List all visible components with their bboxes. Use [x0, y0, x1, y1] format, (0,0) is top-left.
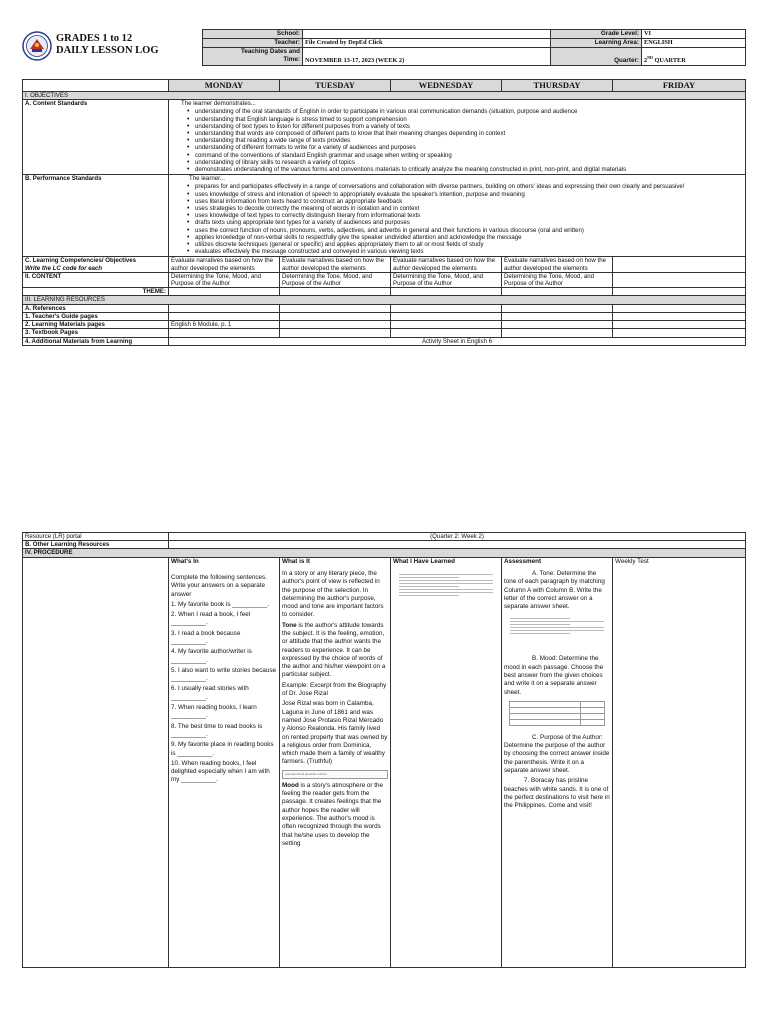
theme-row — [23, 288, 746, 296]
friday-heading: Weekly Test — [615, 557, 649, 565]
assessment-item-7: 7. Boracay has pristine beaches with white sands. It is one of the perfect destinations to visit here in the Philippines. Come and visit! — [504, 777, 610, 810]
performance-standards-body — [169, 175, 746, 257]
tuesday-tone: Tone is the author's attitude towards the subject. It is the feeling, emotion, or attitude that the author wants the readers to experience. It can be expressed by the choice of words of the author and his/her viewpoint on a particular subject. — [282, 621, 386, 679]
school-label: School: — [203, 30, 303, 39]
quarter-label: Quarter: — [551, 48, 642, 66]
competency-tuesday: Evaluate narratives based on how the author developed the elements — [280, 257, 391, 272]
competency-monday: Evaluate narratives based on how the author developed the elements — [169, 257, 280, 272]
competency-thursday: Evaluate narratives based on how the author developed the elements — [502, 257, 613, 272]
procedure-row — [23, 557, 746, 967]
grade-label: Grade Level: — [551, 30, 642, 39]
assessment-b: B. Mood: Determine the mood in each passage. Choose the best answer from the given choices and write it on a separate answer sheet. — [504, 655, 604, 696]
grade-value: VI — [642, 30, 746, 39]
quarter-value: 2ND QUARTER — [642, 48, 746, 66]
document-title — [56, 33, 159, 57]
list-item: 5. I also want to write stories because __________. — [171, 666, 276, 683]
tuesday-heading: What is It — [282, 557, 310, 565]
area-label: Learning Area: — [551, 39, 642, 48]
other-resources-row: B. Other Learning Resources — [23, 541, 746, 549]
day-header-row — [23, 80, 746, 92]
list-item: • uses knowledge of stress and intonation of speech to appropriately evaluate the speaker's intention, purpose and meaning — [171, 191, 743, 198]
performance-standards-label: B. Performance Standards — [23, 175, 169, 257]
procedure-friday — [613, 557, 746, 967]
list-item: 8. The best time to read books is __________. — [171, 722, 263, 738]
list-item: • understanding of the oral standards of English in order to participate in various oral communication demands (situation, purpose and audience — [171, 108, 743, 115]
monday-intro: Complete the following sentences. Write your answers on a separate answer — [171, 573, 267, 598]
header — [22, 29, 745, 74]
list-item: 10. When reading books, I feel delighted especially when I am with my __________. — [171, 759, 270, 784]
additional-materials-value: Activity Sheet in English 6 — [169, 337, 746, 345]
list-item: 6. I usually read stories with __________. — [171, 685, 249, 701]
performance-list — [171, 183, 743, 255]
dates-label: Teaching Dates and Time: — [203, 48, 303, 66]
title-line-1: GRADES 1 to 12 — [56, 33, 133, 44]
lesson-table — [22, 79, 746, 346]
list-item: 3. I read a book because __________. — [171, 629, 241, 645]
list-item: 1. My favorite book is __________. — [171, 600, 270, 608]
content-standards-label: A. Content Standards — [23, 100, 169, 175]
list-item: • understanding of library skills to research a variety of topics — [171, 159, 743, 166]
school-value — [303, 30, 551, 39]
list-item: • prepares for and participates effectively in a range of conversations and collaboration with diverse partners, building on others' ideas and expressing their own clearly and persuasive! — [171, 183, 743, 190]
section-procedure: IV. PROCEDURE — [23, 549, 746, 557]
competencies-label: C. Learning Competencies/ Objectives Write the LC code for each — [23, 257, 169, 272]
performance-standards-row — [23, 175, 746, 257]
meta-table — [202, 29, 746, 66]
list-item: • demonstrates understanding of the various forms and conventions materials to critically analyze the meaning constructed in print, non-print, and digital materials — [171, 166, 743, 173]
procedure-tuesday — [280, 557, 391, 967]
competencies-row — [23, 257, 746, 272]
tuesday-example-body: Jose Rizal was born in Calamba, Laguna in June of 1861 and was named Jose Protasio Rizal Mercado y Alonso Realonda. His family lived on rented property that was owned by a religious order from Dominica, which made them a family of wealthy farmers. (Truthful) — [282, 700, 388, 766]
teacher-label: Teacher: — [203, 39, 303, 48]
list-item: • uses strategies to decode correctly the meaning of words in isolation and in context — [171, 205, 743, 212]
theme-label: THEME: — [23, 288, 169, 296]
assessment-a: A. Tone: Determine the tone of each paragraph by matching Column A with Column B. Write the letter of the correct answer on a separate answer sheet. — [504, 569, 605, 611]
list-item: 9. My favorite place in reading books is __________. — [171, 741, 274, 757]
procedure-monday — [169, 557, 280, 967]
deped-seal-icon — [22, 31, 52, 61]
list-item: • utilizes discrete techniques (general or specific) and applies appropriately them to all or most fields of study — [171, 241, 743, 248]
tuesday-example-title: Example: Excerpt from the Biography of Dr. Jose Rizal — [282, 681, 387, 698]
day-wednesday: WEDNESDAY — [391, 80, 502, 92]
section-objectives: I. OBJECTIVES — [23, 92, 746, 100]
day-monday: MONDAY — [169, 80, 280, 92]
list-item: • uses the correct function of nouns, pronouns, verbs, adjectives, and adverbs in general and their functions in various discourse (oral and written) — [171, 227, 743, 234]
list-item: 2. When I read a book, I feel __________. — [171, 611, 251, 627]
dates-value: NOVEMBER 13-17, 2023 (WEEK 2) — [303, 48, 551, 66]
list-item: • command of the conventions of standard English grammar and usage when writing or speaking — [171, 152, 743, 159]
choices-box: purpose friend describe truthful — [282, 770, 388, 779]
content-tuesday: Determining the Tone, Mood, and Purpose of the Author — [280, 272, 391, 287]
procedure-thursday — [502, 557, 613, 967]
day-tuesday: TUESDAY — [280, 80, 391, 92]
area-value: ENGLISH — [642, 39, 746, 48]
content-standards-body — [169, 100, 746, 175]
list-item: • understanding of different formats to write for a variety of audiences and purposes — [171, 144, 743, 151]
matching-image — [504, 613, 610, 655]
list-item: • drafts texts using appropriate text types for a variety of audiences and purposes — [171, 219, 743, 226]
content-label: II. CONTENT — [23, 272, 169, 287]
learning-materials-value: English 6 Module, p. 1 — [169, 321, 280, 329]
performance-lead: The learner... — [189, 175, 225, 183]
day-thursday: THURSDAY — [502, 80, 613, 92]
portal-value: (Quarter 2: Week 2) — [169, 533, 746, 541]
content-monday: Determining the Tone, Mood, and Purpose of the Author — [169, 272, 280, 287]
mood-table-image — [509, 701, 604, 726]
list-item: • applies knowledge of non-verbal skills to respectfully give the speaker undivided attention and acknowledge the message — [171, 234, 743, 241]
additional-materials-row: 4. Additional Materials from Learning Activity Sheet in English 6 — [23, 337, 746, 345]
procedure-wednesday — [391, 557, 502, 967]
teacher-value: File Created by DepEd Click — [303, 39, 551, 48]
tuesday-intro: In a story or any literary piece, the author's point of view is reflected in the purpose of the selection. In determining the author's purpose, mood and tone are important factors to consider. — [282, 569, 384, 619]
list-item: • understanding that English language is stress timed to support comprehension — [171, 116, 743, 123]
day-friday: FRIDAY — [613, 80, 746, 92]
content-list — [171, 108, 743, 173]
list-item: • evaluates effectively the message constructed and conveyed in various viewing texts — [171, 248, 743, 255]
teachers-guide-row: 1. Teacher's Guide pages — [23, 312, 746, 320]
section-resources: III. LEARNING RESOURCES — [23, 296, 746, 304]
list-item: • uses literal information from texts heard to construct an appropriate feedback — [171, 198, 743, 205]
list-item: • understanding of text types to listen for different purposes from a variety of texts — [171, 123, 743, 130]
references-row: A. References — [23, 304, 746, 312]
list-item: 4. My favorite author/writer is __________. — [171, 648, 252, 664]
list-item: • understanding that reading a wide range of texts provides — [171, 137, 743, 144]
list-item: • uses knowledge of text types to correctly distinguish literary from informational texts — [171, 212, 743, 219]
content-wednesday: Determining the Tone, Mood, and Purpose of the Author — [391, 272, 502, 287]
competency-wednesday: Evaluate narratives based on how the author developed the elements — [391, 257, 502, 272]
assessment-c: C. Purpose of the Author: Determine the purpose of the author by choosing the correct answer inside the parenthesis. Write it on a separate answer sheet. — [504, 733, 610, 775]
monday-heading: What's In — [171, 557, 199, 565]
content-thursday: Determining the Tone, Mood, and Purpose of the Author — [502, 272, 613, 287]
thursday-heading: Assessment — [504, 557, 542, 565]
wednesday-heading: What I Have Learned — [393, 557, 455, 565]
list-item: 7. When reading books, I learn __________. — [171, 704, 257, 720]
content-row — [23, 272, 746, 287]
title-line-2: DAILY LESSON LOG — [56, 45, 159, 56]
tuesday-mood: Mood is a story's atmosphere or the feeling the reader gets from the passage. It creates feelings that the author hopes the reader will experience. The author's mood is often recognized through the words that he/she uses to develop the setting — [282, 781, 383, 847]
list-item: • understanding that words are composed of different parts to know that their meaning changes depending in context — [171, 130, 743, 137]
content-standards-row — [23, 100, 746, 175]
worksheet-image — [393, 570, 499, 600]
learning-materials-row: 2. Learning Materials pages English 6 Module, p. 1 — [23, 321, 746, 329]
portal-row: Resource (LR) portal (Quarter 2: Week 2) — [23, 533, 746, 541]
textbook-row: 3. Textbook Pages — [23, 329, 746, 337]
content-lead: The learner demonstrates... — [181, 100, 256, 108]
lesson-table-continued — [22, 532, 746, 968]
